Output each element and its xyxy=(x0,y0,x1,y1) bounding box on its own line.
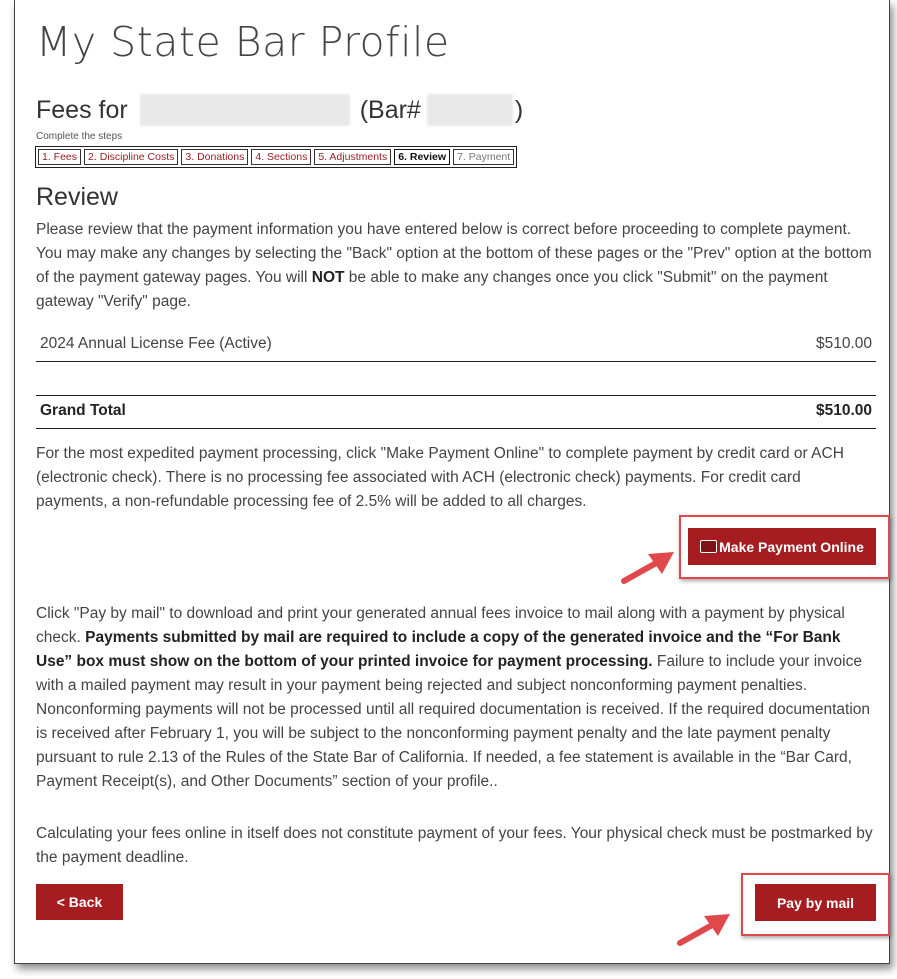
line-item-amount: $510.00 xyxy=(815,335,872,352)
bar-number-suffix: ) xyxy=(514,95,524,124)
make-payment-online-label: Make Payment Online xyxy=(719,538,864,555)
mail-info-emphasis: Payments submitted by mail are required to include a copy of the generated invoice and the “For Bank Use” box must show on the bottom of your printed invoice for payment processing. xyxy=(36,629,841,670)
step-review: 6. Review xyxy=(394,149,450,165)
line-item-divider xyxy=(36,361,876,362)
make-payment-online-button[interactable] xyxy=(688,528,876,565)
step-fees[interactable]: 1. Fees xyxy=(38,149,81,165)
arrow-icon xyxy=(674,910,736,950)
total-divider-top xyxy=(36,395,876,396)
line-item-label: 2024 Annual License Fee (Active) xyxy=(40,335,272,352)
mail-info-text-end: Failure to include your invoice with a mailed payment may result in your payment being rejected and subject nonconforming payment penalties. Nonconforming payments will not be processed until all required documentation is received. If the required documentation is received after February 1, you will be subject to the nonconforming payment penalty and the late payment penalty pursuant to rule 2.13 of the Rules of the State Bar of California. If needed, a fee statement is available in the “Bar Card, Payment Receipt(s), and Other Documents” section of your profile.. xyxy=(36,653,871,790)
back-button[interactable]: < Back xyxy=(36,884,123,920)
review-intro xyxy=(36,218,876,314)
fees-disclaimer: Calculating your fees online in itself does not constitute payment of your fees. Your physical check must be postmarked by the payment deadline. xyxy=(36,825,873,866)
steps-hint: Complete the steps xyxy=(36,131,123,142)
step-donations[interactable]: 3. Donations xyxy=(181,149,248,165)
review-intro-text-end: be able to make any changes once you click "Submit" on the payment gateway "Verify" page. xyxy=(36,269,828,310)
step-discipline-costs[interactable]: 2. Discipline Costs xyxy=(84,149,178,165)
review-heading: Review xyxy=(36,183,118,211)
total-divider-bottom xyxy=(36,428,876,429)
step-sections[interactable]: 4. Sections xyxy=(251,149,311,165)
line-item-row xyxy=(36,335,876,353)
arrow-icon xyxy=(618,548,680,588)
step-payment: 7. Payment xyxy=(453,149,514,165)
wallet-icon xyxy=(700,540,717,553)
bar-number-prefix: (Bar# xyxy=(359,95,421,124)
grand-total-label: Grand Total xyxy=(40,402,126,419)
review-intro-emphasis: NOT xyxy=(311,269,345,286)
step-navigator xyxy=(35,146,517,168)
grand-total-amount: $510.00 xyxy=(815,402,872,419)
fees-header xyxy=(36,92,523,128)
redacted-bar-number xyxy=(427,94,513,126)
step-adjustments[interactable]: 5. Adjustments xyxy=(314,149,391,165)
mail-info-text: Click "Pay by mail" to download and print your generated annual fees invoice to mail along with a payment by physical check. xyxy=(36,605,845,646)
pay-by-mail-button[interactable]: Pay by mail xyxy=(755,884,876,921)
grand-total-row xyxy=(36,402,876,420)
page-title: My State Bar Profile xyxy=(36,18,450,66)
review-intro-text: Please review that the payment information you have entered below is correct before proceeding to complete payment. You may make any changes by selecting the "Back" option at the bottom of these pages or the "Prev" option at the bottom of the payment gateway pages. You will xyxy=(36,221,872,286)
online-payment-info: For the most expedited payment processing, click "Make Payment Online" to complete payment by credit card or ACH (electronic check). There is no processing fee associated with ACH (electronic check) payments. For credit card payments, a non-refundable processing fee of 2.5% will be added to all charges. xyxy=(36,445,844,510)
mail-payment-info xyxy=(36,602,876,794)
fees-prefix: Fees for xyxy=(36,95,128,124)
redacted-name xyxy=(140,94,350,126)
